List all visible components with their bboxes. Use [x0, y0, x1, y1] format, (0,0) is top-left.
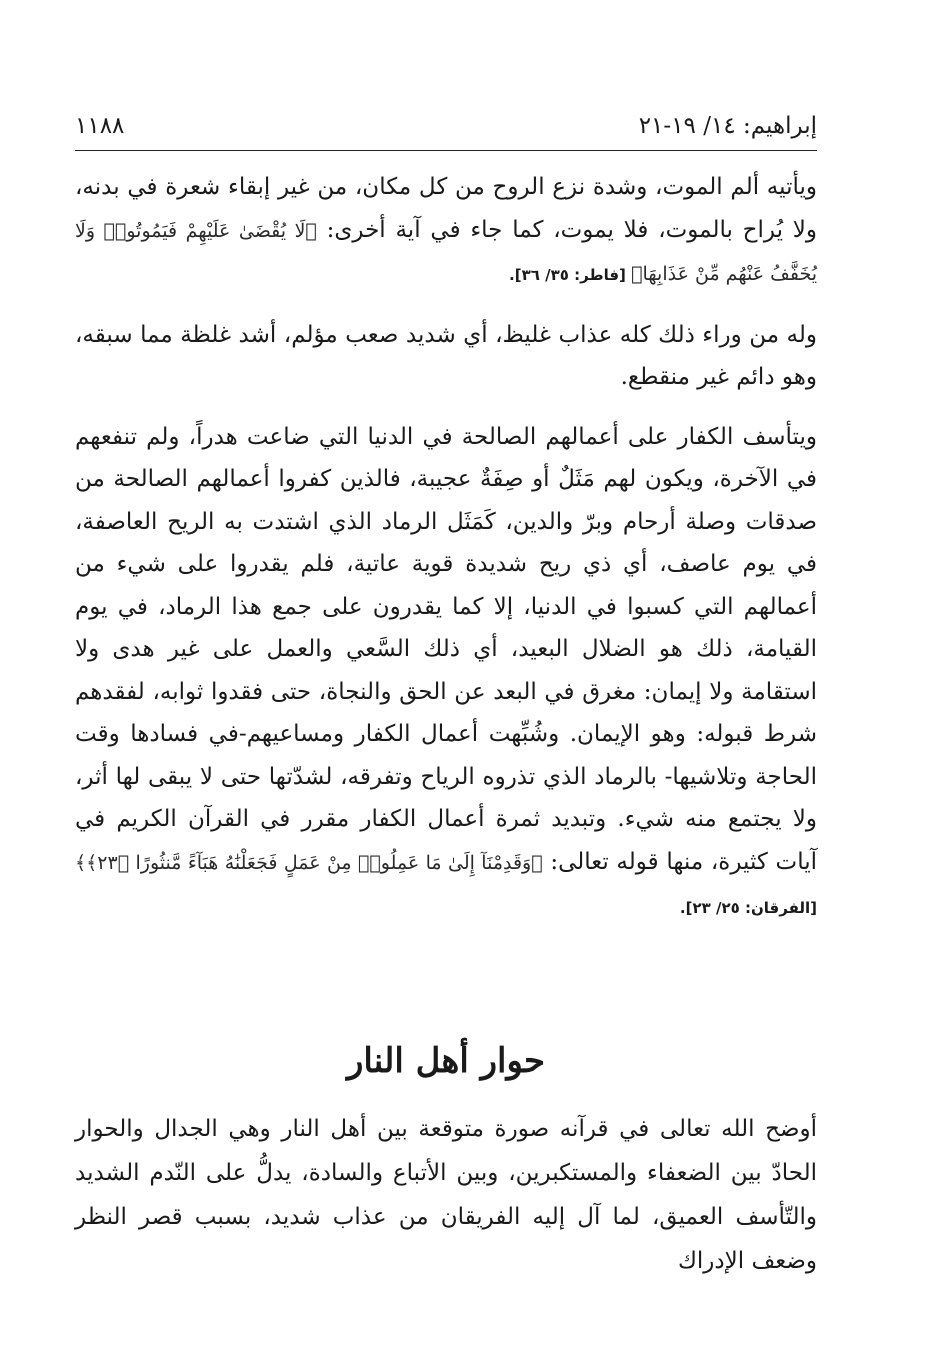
page-number: ١١٨٨ — [75, 113, 125, 139]
paragraph-4-text: أوضح الله تعالى في قرآنه صورة متوقعة بين أهل النار وهي الجدال والحوار الحادّ بين الضعفاء والمستكبرين، وبين الأتباع والسادة، يدلُّ على النّدم الشديد والتّأسف العميق، لما آل إليه الفريقان من عذاب شديد، بسبب قصر النظر وضعف الإدراك — [75, 1116, 817, 1274]
paragraph-3 — [75, 416, 817, 930]
paragraph-1-text: ويأتيه ألم الموت، وشدة نزع الروح من كل مكان، من غير إبقاء شعرة في بدنه، ولا يُراح بالموت، فلا يموت، كما جاء في آية أخرى: — [75, 174, 818, 243]
quran-verse-fatir: ﴿لَا يُقْضَىٰ عَلَيْهِمْ فَيَمُوتُوا۟ وَلَا يُخَفَّفُ عَنْهُم مِّنْ عَذَابِهَا﴾ — [75, 219, 817, 285]
quran-verse-furqan: ﴿وَقَدِمْنَآ إِلَىٰ مَا عَمِلُوا۟ مِنْ عَمَلٍ فَجَعَلْنَٰهُ هَبَآءً مَّنثُورًا ﴿٢٣﴾﴾ — [75, 851, 543, 874]
running-title: إبراهيم: ١٤/ ١٩-٢١ — [638, 113, 817, 139]
paragraph-2-text: وله من وراء ذلك كله عذاب غليظ، أي شديد صعب مؤلم، أشد غلظة مما سبقه، وهو دائم غير منقطع. — [75, 321, 817, 390]
section-heading: حوار أهل النار — [346, 1041, 546, 1081]
section-text — [75, 1107, 817, 1283]
verse-reference-furqan: [الفرقان: ٢٥/ ٢٣]. — [679, 899, 817, 917]
main-text — [75, 166, 817, 947]
paragraph-3-text: ويتأسف الكفار على أعمالهم الصالحة في الدنيا التي ضاعت هدراً، ولم تنفعهم في الآخرة، ويكون لهم مَثَلٌ أو صِفَةٌ عجيبة، فالذين كفروا أعمالهم الصالحة من صدقات وصلة أرحام وبرّ والدين، كَمَثَل الرماد الذي اشتدت به الريح العاصفة، في يوم عاصف، أي ذي ريح شديدة قوية عاتية، فلم يقدروا على شيء من أعمالهم التي كسبوا في الدنيا، إلا كما يقدرون على جمع هذا الرماد، في يوم القيامة، ذلك هو الضلال البعيد، أي ذلك السَّعي والعمل على غير هدى ولا استقامة ولا إيمان: مغرق في البعد عن الحق والنجاة، حتى فقدوا ثوابه، لفقدهم شرط قبوله: وهو الإيمان. وشُبِّهت أعمال الكفار ومساعيهم-في فسادها وقت الحاجة وتلاشيها- بالرماد الذي تذروه الرياح وتفرقه، لشدّتها حتى لا يبقى لها أثر، ولا يجتمع منه شيء. وتبديد ثمرة أعمال الكفار مقرر في القرآن الكريم في آيات كثيرة، منها قوله تعالى: — [75, 423, 818, 875]
verse-reference-fatir: [فاطر: ٣٥/ ٣٦]. — [509, 266, 632, 284]
header-divider — [75, 150, 817, 151]
paragraph-2 — [75, 314, 817, 399]
paragraph-4 — [75, 1107, 817, 1283]
paragraph-1 — [75, 166, 817, 297]
page-header — [75, 108, 817, 144]
